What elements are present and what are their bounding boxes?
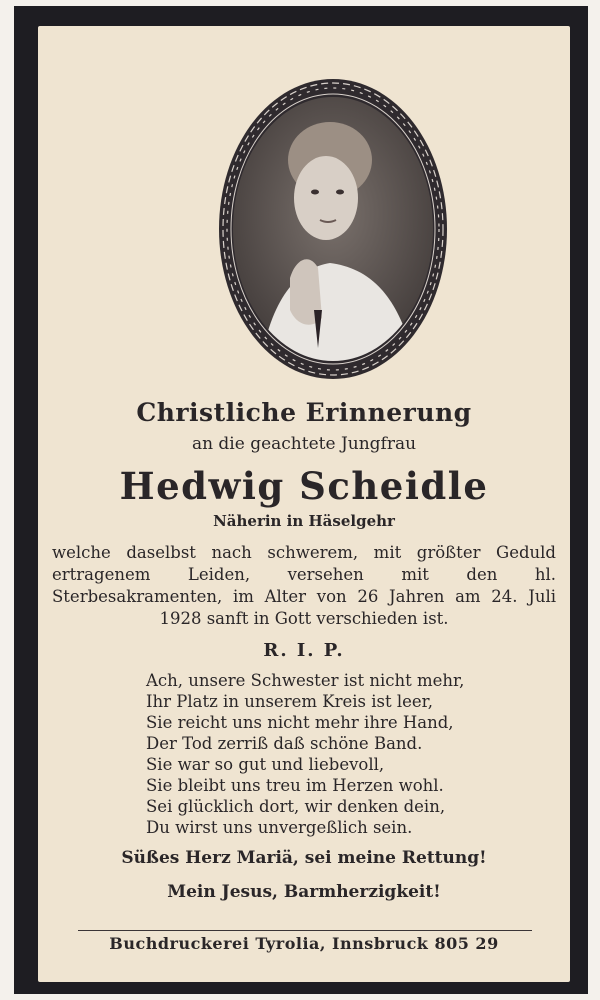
divider [78, 930, 532, 931]
poem-line: Ihr Platz in unserem Kreis ist leer, [146, 692, 433, 711]
memorial-card-border [14, 6, 588, 994]
card-heading: Christliche Erinnerung [136, 398, 472, 427]
poem-line: Der Tod zerriß daß schöne Band. [146, 734, 423, 753]
poem [146, 670, 506, 838]
poem-line: Sie reicht uns nicht mehr ihre Hand, [146, 713, 454, 732]
poem-line: Sei glücklich dort, wir denken dein, [146, 797, 446, 816]
portrait-photo [218, 78, 448, 380]
obituary-text: welche daselbst nach schwerem, mit größter Geduld ertragenem Leiden, versehen mit den hl. Sterbesakramenten, im Alter von 26 Jahren am 24. Juli 1928 sanft in Gott verschieden ist. [52, 543, 556, 628]
rip-text: R. I. P. [263, 640, 345, 661]
poem-line: Du wirst uns unvergeßlich sein. [146, 818, 413, 837]
prayer-mary: Süßes Herz Mariä, sei meine Rettung! [121, 848, 487, 868]
prayer-jesus: Mein Jesus, Barmherzigkeit! [167, 882, 441, 902]
card-subheading: an die geachtete Jungfrau [191, 434, 417, 454]
printer-imprint: Buchdruckerei Tyrolia, Innsbruck 805 29 [109, 934, 499, 953]
poem-line: Sie war so gut und liebevoll, [146, 755, 385, 774]
portrait-oval-frame [218, 78, 448, 380]
deceased-name: Hedwig Scheidle [119, 464, 489, 508]
poem-line: Sie bleibt uns treu im Herzen wohl. [146, 776, 444, 795]
memorial-card [38, 26, 570, 982]
poem-line: Ach, unsere Schwester ist nicht mehr, [146, 671, 465, 690]
deceased-occupation: Näherin in Häselgehr [213, 512, 395, 530]
